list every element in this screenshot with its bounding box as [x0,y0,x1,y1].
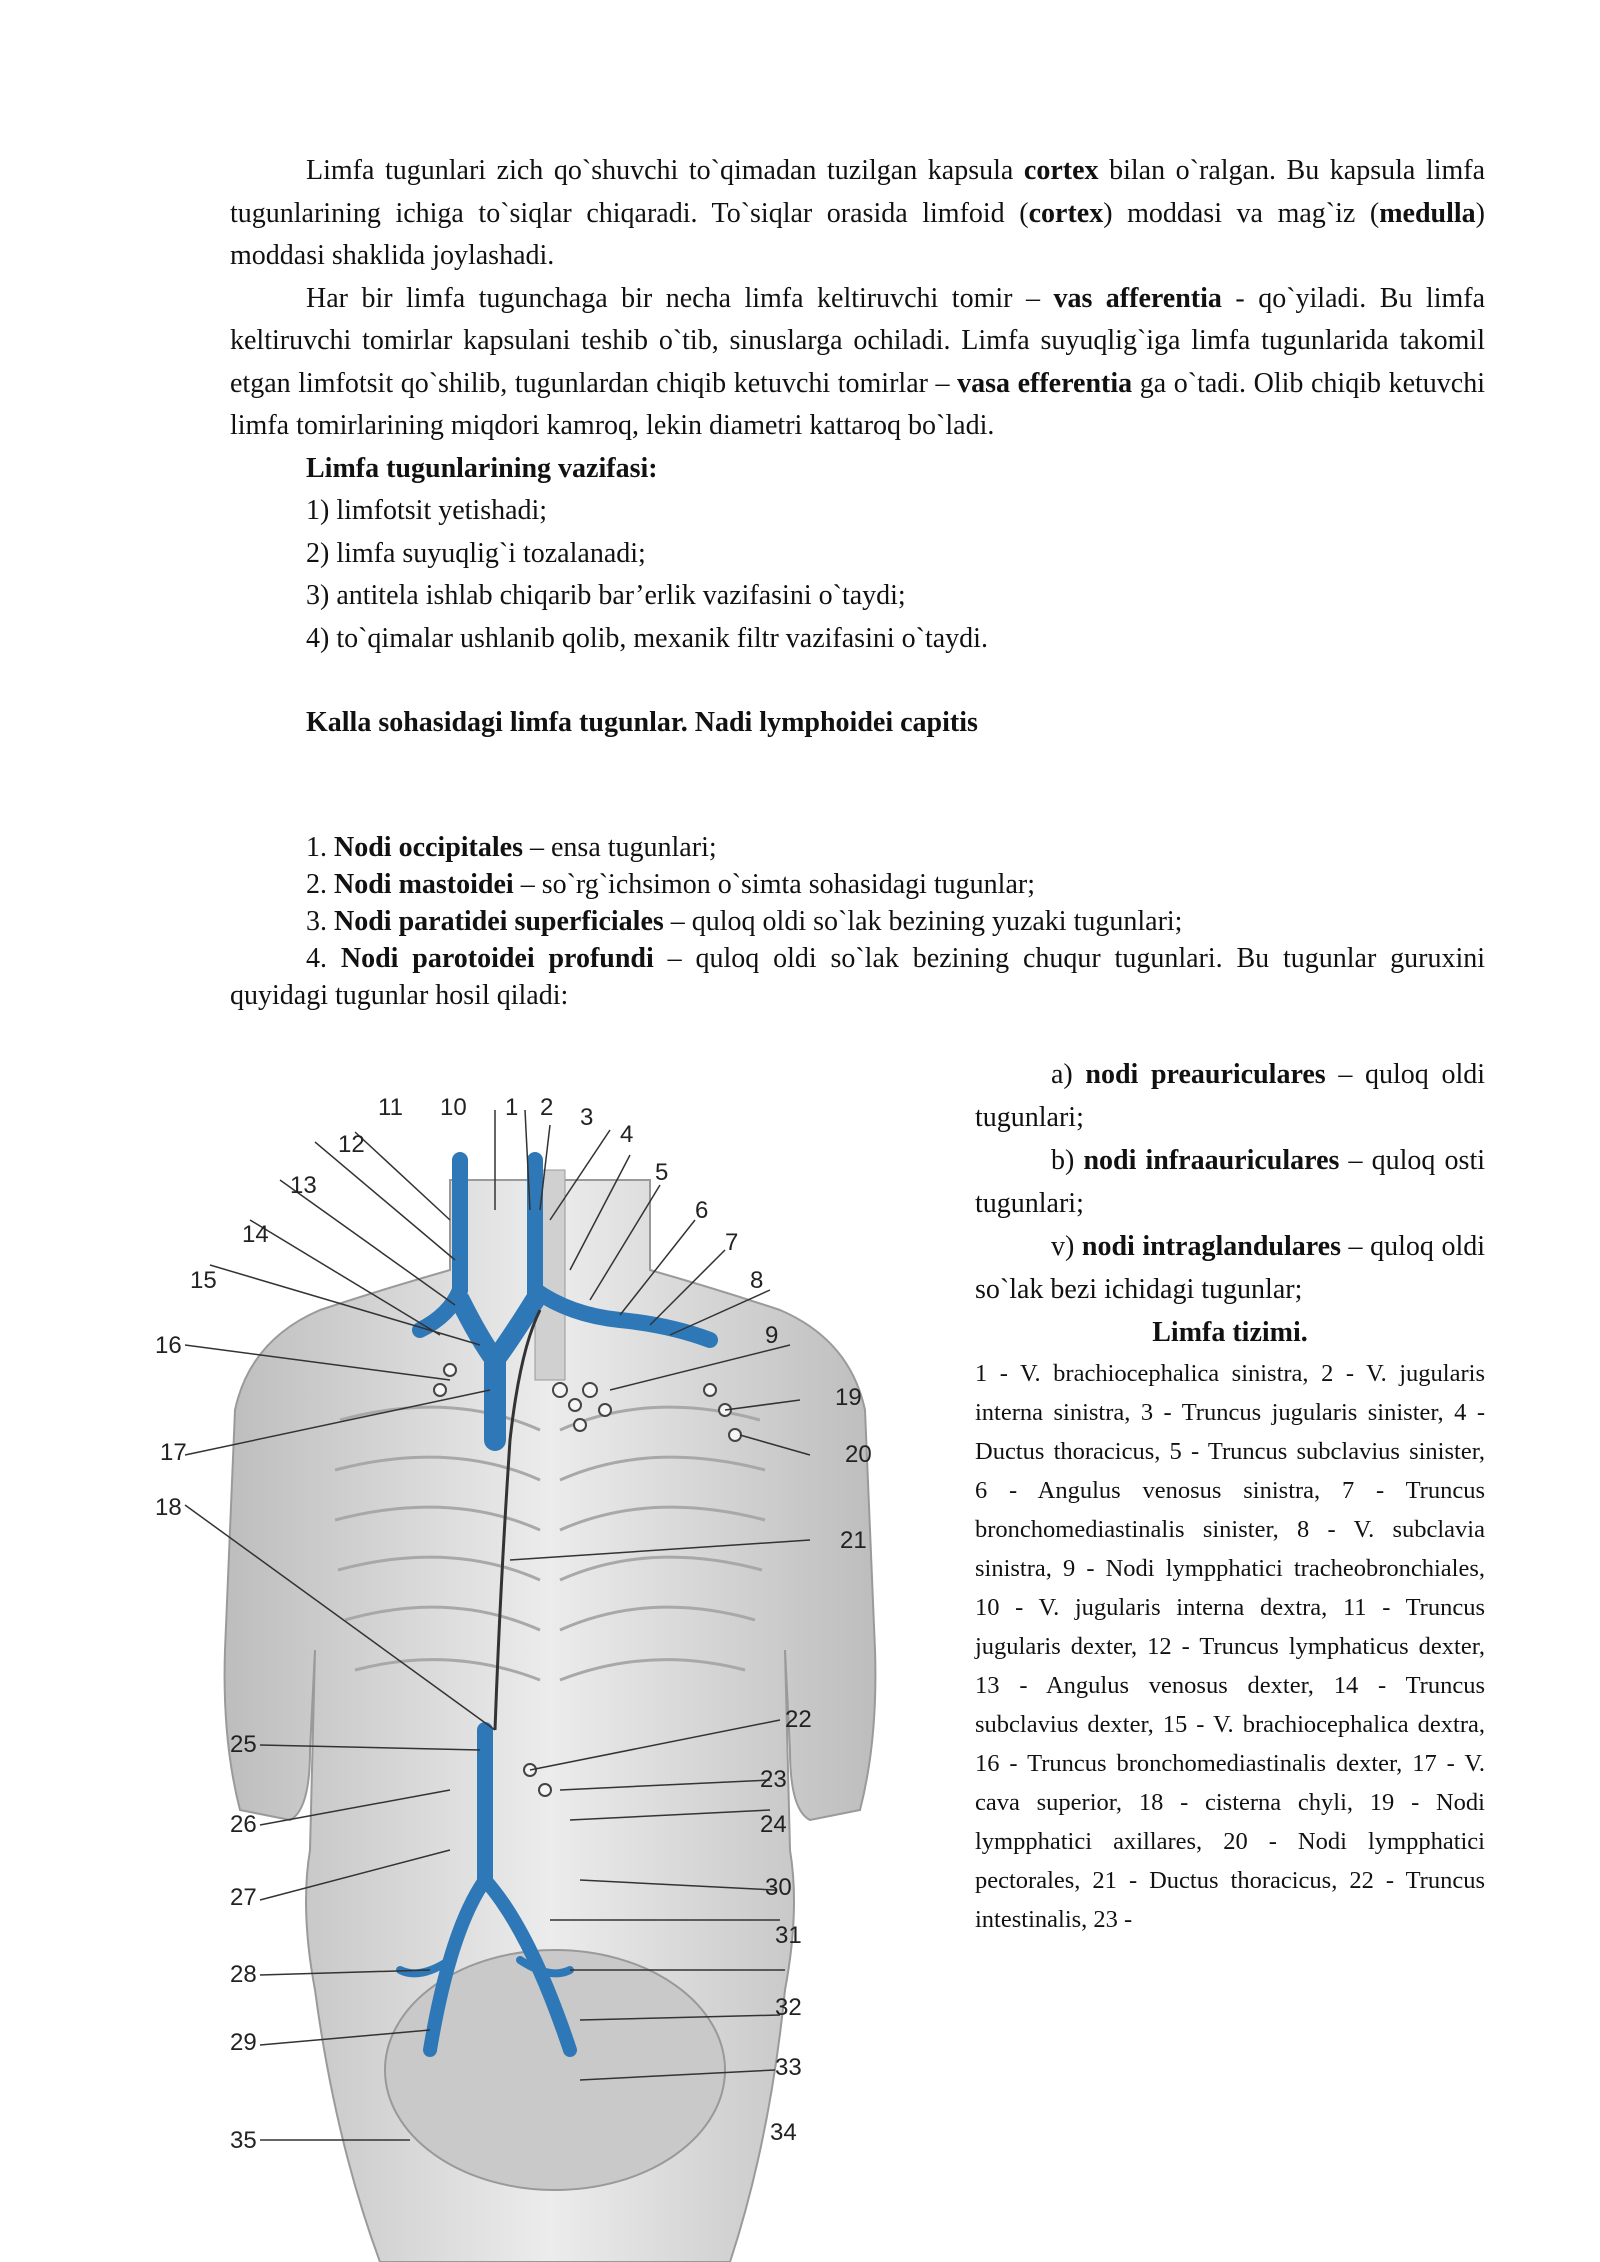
node-number: 1. [306,831,334,863]
subnode-desc: – quloq oldi so`lak bezi ichidagi tugunlar; [975,1231,1485,1305]
text-span: bilan o`ralgan. Bu kapsula limfa tugunlarining ichiga to`siqlar chiqaradi. To`siqlar orasida limfoid ( [230,155,1485,229]
fig-label-30: 30 [765,1874,792,1901]
text-span: ) moddasi shaklida joylashadi. [230,197,1485,271]
fig-label-2: 2 [540,1094,554,1121]
paragraph-vessels [230,278,1485,448]
function-item: 4) to`qimalar ushlanib qolib, mexanik filtr vazifasini o`taydi. [306,622,988,654]
node-item [230,829,1485,866]
term-cortex: cortex [1023,155,1099,186]
function-item: 2) limfa suyuqlig`i tozalanadi; [306,537,646,569]
fig-label-31: 31 [775,1922,802,1949]
node-desc: – so`rg`ichsimon o`simta sohasidagi tugunlar; [513,868,1035,900]
fig-label-3: 3 [580,1104,594,1131]
text-span: Har bir limfa tugunchaga bir necha limfa keltiruvchi tomir – [306,282,1054,314]
subnode-term: nodi infraauriculares [1083,1145,1340,1176]
main-text [230,150,1485,1014]
text-span: ) moddasi va mag`iz ( [1103,197,1380,229]
node-desc: – ensa tugunlari; [523,831,717,863]
paragraph-capsule [230,150,1485,278]
fig-label-23: 23 [760,1766,787,1793]
fig-label-5: 5 [655,1159,669,1186]
term-vas-afferentia: vas afferentia [1053,282,1222,314]
function-item: 3) antitela ishlab chiqarib bar’erlik vazifasini o`taydi; [306,580,906,611]
fig-label-13: 13 [290,1172,317,1199]
fig-label-15: 15 [190,1267,217,1294]
fig-label-27: 27 [230,1884,257,1911]
node-item [230,866,1485,903]
node-desc: – quloq oldi so`lak bezining chuqur tugunlari. Bu tugunlar guruxini quyidagi tugunlar hosil qiladi: [230,942,1486,1011]
fig-label-25: 25 [230,1731,257,1758]
fig-label-26: 26 [230,1811,257,1838]
fig-label-4: 4 [620,1121,634,1148]
subnode-letter: v) [1051,1231,1082,1262]
fig-label-12: 12 [338,1131,365,1158]
text-span: - qo`yiladi. Bu limfa keltiruvchi tomirlar kapsulani teshib o`tib, sinuslarga ochiladi. Limfa suyuqlig`iga limfa tugunlarida takomil etgan limfotsit qo`shilib, tugunlardan chiqib ketuvchi tomirlar – [230,282,1486,399]
subnode-desc: – quloq osti tugunlari; [975,1145,1485,1219]
subnode-item [975,1053,1485,1139]
text-span: ga o`tadi. Olib chiqib ketuvchi limfa tomirlarining miqdori kamroq, lekin diametri kattaroq bo`ladi. [230,367,1485,441]
fig-label-32: 32 [775,1994,802,2021]
right-column [975,1053,1485,1939]
fig-label-18: 18 [155,1494,182,1521]
fig-label-11: 11 [378,1094,403,1121]
fig-label-35: 35 [230,2127,257,2154]
fig-label-33: 33 [775,2054,802,2081]
node-number: 2. [306,868,334,900]
fig-label-28: 28 [230,1961,257,1988]
fig-label-20: 20 [845,1441,872,1468]
node-term: Nodi paratidei superficiales [334,905,664,937]
node-item-4 [230,940,1485,1014]
fig-label-14: 14 [242,1221,269,1248]
fig-label-34: 34 [770,2119,797,2146]
subnode-desc: – quloq oldi tugunlari; [975,1059,1485,1133]
fig-label-22: 22 [785,1706,812,1733]
subnode-letter: b) [1051,1145,1084,1176]
term-cortex: cortex [1028,197,1104,229]
fig-label-10: 10 [440,1094,467,1121]
text-span: Limfa tugunlari zich qo`shuvchi to`qimadan tuzilgan kapsula [306,155,1024,186]
functions-heading: Limfa tugunlarining vazifasi: [306,452,658,484]
node-term: Nodi mastoidei [334,868,514,900]
fig-label-29: 29 [230,2029,257,2056]
node-term: Nodi occipitales [334,831,523,863]
section-heading: Kalla sohasidagi limfa tugunlar. Nadi lymphoidei capitis [306,707,978,738]
fig-label-19: 19 [835,1384,862,1411]
term-medulla: medulla [1379,197,1476,229]
subnode-term: nodi intraglandulares [1081,1231,1341,1262]
figure-legend: 1 - V. brachiocephalica sinistra, 2 - V. jugularis interna sinistra, 3 - Truncus jugularis sinister, 4 - Ductus thoracicus, 5 - Truncus subclavius sinister, 6 - Angulus venosus sinistra, 7 - Truncus bronchomediastinalis sinister, 8 - V. subclavia sinistra, 9 - Nodi lympphatici tracheobronchiales, 10 - V. jugularis interna dextra, 11 - Truncus jugularis dexter, 12 - Truncus lymphaticus dexter, 13 - Angulus venosus dexter, 14 - Truncus subclavius dexter, 15 - V. brachiocephalica dextra, 16 - Truncus bronchomediastinalis dexter, 17 - V. cava superior, 18 - cisterna chyli, 19 - Nodi lympphatici axillares, 20 - Nodi lympphatici pectorales, 21 - Ductus thoracicus, 22 - Truncus intestinalis, 23 - [975,1360,1485,1933]
subnode-letter: a) [1051,1059,1086,1090]
figure-title: Limfa tizimi. [1152,1317,1308,1348]
node-desc: – quloq oldi so`lak bezining yuzaki tugunlari; [663,905,1183,937]
lymph-system-figure [150,1090,920,2262]
function-item: 1) limfotsit yetishadi; [306,495,548,526]
fig-label-9: 9 [765,1322,779,1349]
fig-label-7: 7 [725,1229,739,1256]
subnode-item [975,1225,1485,1311]
fig-label-8: 8 [750,1267,764,1294]
fig-label-21: 21 [840,1527,867,1554]
anatomy-illustration [150,1090,920,2262]
node-term: Nodi parotoidei profundi [340,942,654,974]
term-vasa-efferentia: vasa efferentia [957,367,1133,399]
fig-label-24: 24 [760,1811,787,1838]
subnode-term: nodi preauriculares [1085,1059,1326,1090]
subnode-item [975,1139,1485,1225]
fig-label-17: 17 [160,1439,187,1466]
node-number: 3. [306,905,334,937]
node-item [230,903,1485,940]
fig-label-16: 16 [155,1332,182,1359]
node-number: 4. [306,942,341,974]
fig-label-1: 1 [505,1094,519,1121]
fig-label-6: 6 [695,1197,709,1224]
